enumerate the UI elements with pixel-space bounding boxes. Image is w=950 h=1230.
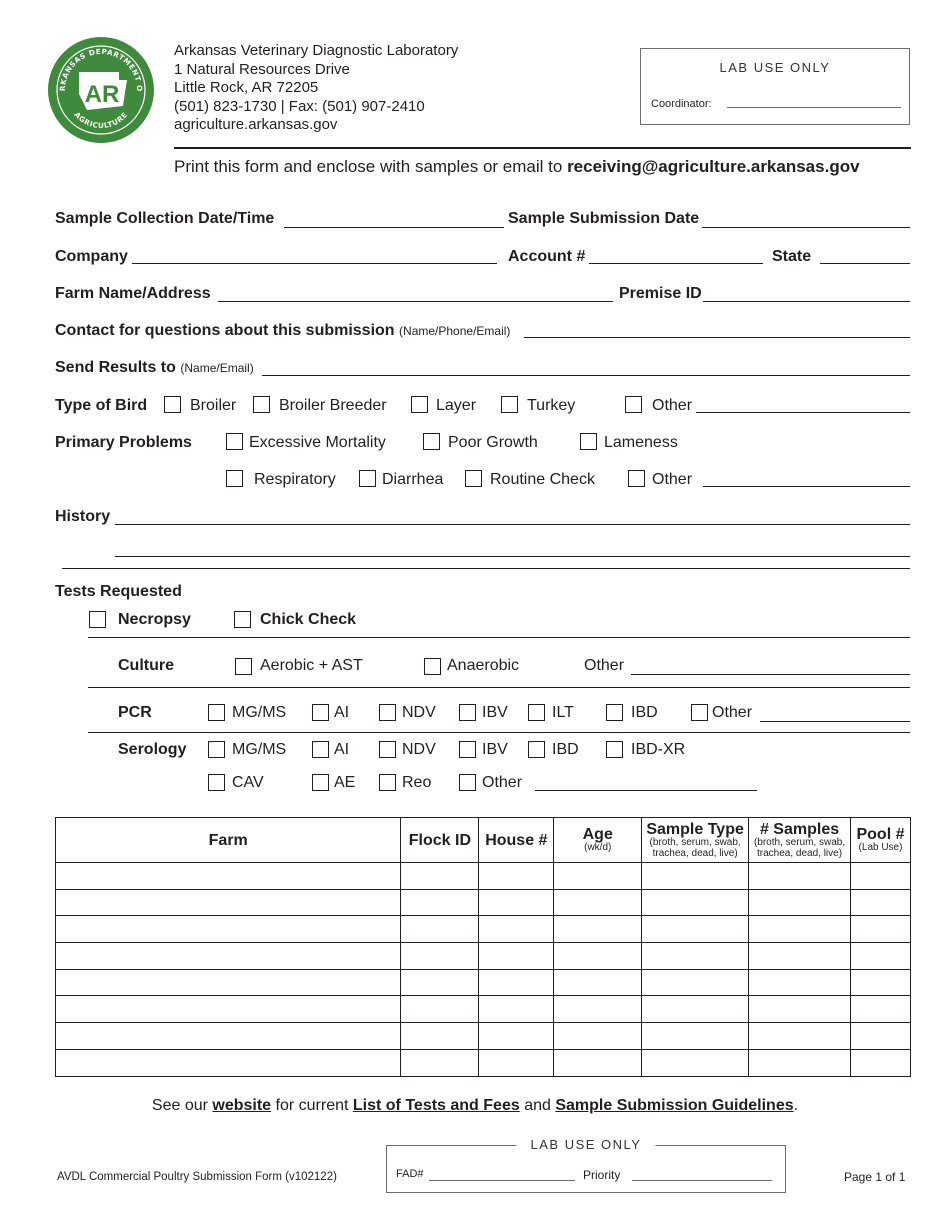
- account-field[interactable]: [589, 263, 763, 264]
- table-cell[interactable]: [642, 863, 749, 890]
- table-cell[interactable]: [749, 996, 851, 1023]
- table-row: [56, 1023, 911, 1050]
- serology-other-checkbox[interactable]: [459, 774, 476, 791]
- table-cell[interactable]: [642, 996, 749, 1023]
- bird-other-field[interactable]: [696, 412, 910, 413]
- problem-other-field[interactable]: [703, 486, 910, 487]
- state-field[interactable]: [820, 263, 910, 264]
- table-cell[interactable]: [479, 1023, 554, 1050]
- necropsy-checkbox[interactable]: [89, 611, 106, 628]
- serology-ndv-checkbox[interactable]: [379, 741, 396, 758]
- table-cell[interactable]: [56, 916, 401, 943]
- turkey-checkbox[interactable]: [501, 396, 518, 413]
- submission-date-field[interactable]: [702, 227, 910, 228]
- aerobic-ast-label: Aerobic + AST: [260, 657, 363, 674]
- send-results-label-text: Send Results to: [55, 359, 176, 376]
- table-row: [56, 996, 911, 1023]
- serology-other-label: Other: [482, 774, 523, 791]
- pcr-mgms-checkbox[interactable]: [208, 704, 225, 721]
- serology-ndv-label: NDV: [402, 741, 436, 758]
- problem-other-label: Other: [652, 471, 693, 488]
- account-label: Account #: [508, 248, 586, 265]
- serology-ai-checkbox[interactable]: [312, 741, 329, 758]
- address-line: 1 Natural Resources Drive: [174, 60, 350, 78]
- table-cell[interactable]: [554, 1049, 642, 1076]
- col-header-num-samples: # Samples (broth, serum, swab, trachea, dead, live): [749, 818, 851, 863]
- table-cell[interactable]: [749, 969, 851, 996]
- table-cell[interactable]: [479, 996, 554, 1023]
- serology-reo-checkbox[interactable]: [379, 774, 396, 791]
- pcr-mgms-label: MG/MS: [232, 704, 287, 721]
- agriculture-seal-logo: [47, 36, 155, 144]
- lab-use-only-footer-title: LAB USE ONLY: [517, 1137, 656, 1152]
- premise-id-field[interactable]: [703, 301, 910, 302]
- table-cell[interactable]: [401, 916, 479, 943]
- table-cell[interactable]: [479, 863, 554, 890]
- coordinator-field[interactable]: [727, 107, 901, 108]
- pcr-other-checkbox[interactable]: [691, 704, 708, 721]
- routine-check-label: Routine Check: [490, 471, 595, 488]
- table-cell[interactable]: [642, 1023, 749, 1050]
- table-cell[interactable]: [479, 916, 554, 943]
- serology-ibd-xr-checkbox[interactable]: [606, 741, 623, 758]
- lab-use-only-box: [640, 48, 910, 125]
- table-row: [56, 1049, 911, 1076]
- serology-ibd-checkbox[interactable]: [528, 741, 545, 758]
- broiler-checkbox[interactable]: [164, 396, 181, 413]
- lameness-label: Lameness: [604, 434, 678, 451]
- diarrhea-label: Diarrhea: [382, 471, 444, 488]
- serology-ae-label: AE: [334, 774, 356, 791]
- pcr-ibd-checkbox[interactable]: [606, 704, 623, 721]
- tests-divider: [88, 637, 910, 638]
- history-field-line-2[interactable]: [115, 556, 910, 557]
- contact-field[interactable]: [524, 337, 910, 338]
- table-cell[interactable]: [642, 889, 749, 916]
- footer-links: See our website for current List of Tests and Fees and Sample Submission Guidelines.: [151, 1097, 799, 1114]
- collection-date-label: Sample Collection Date/Time: [55, 210, 275, 227]
- table-cell[interactable]: [56, 996, 401, 1023]
- col-header-house: House #: [479, 818, 554, 863]
- table-cell[interactable]: [401, 863, 479, 890]
- send-results-field[interactable]: [262, 375, 910, 376]
- lab-use-only-footer-box: [386, 1137, 786, 1193]
- fad-field[interactable]: [429, 1180, 575, 1181]
- pcr-ibv-label: IBV: [482, 704, 508, 721]
- broiler-label: Broiler: [190, 397, 237, 414]
- pcr-ilt-label: ILT: [552, 704, 574, 721]
- company-label: Company: [55, 248, 128, 265]
- broiler-breeder-label: Broiler Breeder: [279, 397, 387, 414]
- culture-other-label: Other: [584, 657, 625, 674]
- pcr-ndv-label: NDV: [402, 704, 436, 721]
- excessive-mortality-checkbox[interactable]: [226, 433, 243, 450]
- premise-id-label: Premise ID: [619, 285, 702, 302]
- table-cell[interactable]: [56, 1049, 401, 1076]
- diarrhea-checkbox[interactable]: [359, 470, 376, 487]
- serology-ibv-checkbox[interactable]: [459, 741, 476, 758]
- company-field[interactable]: [132, 263, 497, 264]
- chick-check-label: Chick Check: [260, 611, 357, 628]
- poor-growth-label: Poor Growth: [448, 434, 538, 451]
- table-cell[interactable]: [554, 996, 642, 1023]
- table-cell[interactable]: [401, 1023, 479, 1050]
- serology-ae-checkbox[interactable]: [312, 774, 329, 791]
- table-cell[interactable]: [56, 1023, 401, 1050]
- history-label: History: [55, 508, 111, 525]
- fad-label: FAD#: [396, 1168, 424, 1180]
- lab-address: [174, 42, 458, 135]
- aerobic-ast-checkbox[interactable]: [235, 658, 252, 675]
- serology-cav-label: CAV: [232, 774, 264, 791]
- table-cell[interactable]: [851, 916, 911, 943]
- website-link[interactable]: website: [212, 1097, 272, 1114]
- table-cell[interactable]: [401, 889, 479, 916]
- anaerobic-checkbox[interactable]: [424, 658, 441, 675]
- col-header-flock-id: Flock ID: [401, 818, 479, 863]
- table-cell[interactable]: [554, 916, 642, 943]
- farm-name-label: Farm Name/Address: [55, 285, 211, 302]
- table-cell[interactable]: [642, 1049, 749, 1076]
- respiratory-checkbox[interactable]: [226, 470, 243, 487]
- sample-table: [55, 817, 911, 1077]
- table-cell[interactable]: [56, 943, 401, 970]
- culture-label: Culture: [118, 657, 174, 674]
- pcr-ndv-checkbox[interactable]: [379, 704, 396, 721]
- table-row: [56, 943, 911, 970]
- culture-other-field[interactable]: [631, 674, 910, 675]
- table-cell[interactable]: [851, 943, 911, 970]
- svg-text:AGRICULTURE: AGRICULTURE: [72, 110, 130, 131]
- priority-field[interactable]: [632, 1180, 772, 1181]
- form-name: AVDL Commercial Poultry Submission Form (v102122): [57, 1171, 337, 1183]
- chick-check-checkbox[interactable]: [234, 611, 251, 628]
- address-line: Little Rock, AR 72205: [174, 79, 319, 97]
- send-results-label: [55, 359, 254, 377]
- table-cell[interactable]: [479, 969, 554, 996]
- respiratory-label: Respiratory: [254, 471, 336, 488]
- table-cell[interactable]: [479, 1049, 554, 1076]
- problem-other-checkbox[interactable]: [628, 470, 645, 487]
- address-line: (501) 823-1730 | Fax: (501) 907-2410: [174, 97, 425, 115]
- serology-label: Serology: [118, 741, 187, 758]
- layer-label: Layer: [436, 397, 477, 414]
- pcr-other-label: Other: [712, 704, 753, 721]
- table-row: [56, 916, 911, 943]
- table-cell[interactable]: [56, 863, 401, 890]
- table-cell[interactable]: [851, 863, 911, 890]
- table-cell[interactable]: [554, 943, 642, 970]
- table-cell[interactable]: [749, 916, 851, 943]
- pcr-ai-label: AI: [334, 704, 350, 721]
- pcr-other-field[interactable]: [760, 721, 910, 722]
- instructions-text: Print this form and enclose with samples or email to: [174, 157, 568, 176]
- serology-mgms-label: MG/MS: [232, 741, 287, 758]
- poor-growth-checkbox[interactable]: [423, 433, 440, 450]
- col-header-age: Age (wk/d): [554, 818, 642, 863]
- serology-cav-checkbox[interactable]: [208, 774, 225, 791]
- serology-other-field[interactable]: [535, 790, 757, 791]
- broiler-breeder-checkbox[interactable]: [253, 396, 270, 413]
- pcr-ilt-checkbox[interactable]: [528, 704, 545, 721]
- table-cell[interactable]: [642, 969, 749, 996]
- table-cell[interactable]: [749, 889, 851, 916]
- tests-divider: [88, 687, 910, 688]
- table-header-row: [56, 818, 911, 863]
- send-results-hint: (Name/Email): [180, 361, 254, 375]
- excessive-mortality-label: Excessive Mortality: [249, 434, 386, 451]
- history-field-line-1[interactable]: [115, 524, 910, 525]
- contact-label: [55, 322, 510, 340]
- address-line: Arkansas Veterinary Diagnostic Laboratory: [174, 42, 459, 59]
- table-cell[interactable]: [401, 943, 479, 970]
- bird-other-label: Other: [652, 397, 693, 414]
- bird-type-label: Type of Bird: [55, 397, 148, 414]
- svg-text:AR: AR: [84, 81, 120, 108]
- table-cell[interactable]: [642, 943, 749, 970]
- table-cell[interactable]: [401, 996, 479, 1023]
- tests-fees-link[interactable]: List of Tests and Fees: [352, 1097, 520, 1114]
- serology-ibd-xr-label: IBD-XR: [631, 741, 686, 758]
- table-cell[interactable]: [642, 916, 749, 943]
- serology-ibd-label: IBD: [552, 741, 579, 758]
- serology-mgms-checkbox[interactable]: [208, 741, 225, 758]
- table-cell[interactable]: [851, 1023, 911, 1050]
- tests-divider: [88, 732, 910, 733]
- table-cell[interactable]: [554, 1023, 642, 1050]
- anaerobic-label: Anaerobic: [447, 657, 520, 674]
- col-header-pool: Pool # (Lab Use): [851, 818, 911, 863]
- page-number: Page 1 of 1: [844, 1170, 906, 1184]
- bird-other-checkbox[interactable]: [625, 396, 642, 413]
- pcr-ibd-label: IBD: [631, 704, 658, 721]
- header-divider: [174, 147, 911, 149]
- contact-hint: (Name/Phone/Email): [399, 324, 511, 338]
- table-cell[interactable]: [749, 1023, 851, 1050]
- table-cell[interactable]: [554, 863, 642, 890]
- routine-check-checkbox[interactable]: [465, 470, 482, 487]
- submission-email: receiving@agriculture.arkansas.gov: [567, 157, 860, 176]
- table-row: [56, 863, 911, 890]
- table-cell[interactable]: [401, 1049, 479, 1076]
- table-cell[interactable]: [851, 1049, 911, 1076]
- farm-name-field[interactable]: [218, 301, 613, 302]
- priority-label: Priority: [583, 1168, 621, 1182]
- col-header-sample-type: Sample Type (broth, serum, swab, trachea, dead, live): [642, 818, 749, 863]
- layer-checkbox[interactable]: [411, 396, 428, 413]
- lab-use-only-title: LAB USE ONLY: [719, 60, 831, 75]
- table-cell[interactable]: [479, 889, 554, 916]
- lameness-checkbox[interactable]: [580, 433, 597, 450]
- contact-label-text: Contact for questions about this submission: [55, 322, 395, 339]
- state-label: State: [772, 248, 812, 265]
- serology-reo-label: Reo: [402, 774, 432, 791]
- table-cell[interactable]: [851, 889, 911, 916]
- guidelines-link[interactable]: Sample Submission Guidelines: [555, 1097, 794, 1114]
- serology-ibv-label: IBV: [482, 741, 508, 758]
- table-cell[interactable]: [749, 863, 851, 890]
- pcr-ibv-checkbox[interactable]: [459, 704, 476, 721]
- table-cell[interactable]: [554, 969, 642, 996]
- table-cell[interactable]: [749, 943, 851, 970]
- table-row: [56, 889, 911, 916]
- col-header-farm: Farm: [56, 818, 401, 863]
- instructions: [174, 157, 860, 177]
- primary-problems-label: Primary Problems: [55, 434, 192, 451]
- table-cell[interactable]: [749, 1049, 851, 1076]
- table-row: [56, 969, 911, 996]
- table-cell[interactable]: [479, 943, 554, 970]
- necropsy-label: Necropsy: [118, 611, 191, 628]
- collection-date-field[interactable]: [284, 227, 504, 228]
- tests-requested-label: Tests Requested: [55, 583, 182, 600]
- section-divider: [62, 568, 910, 569]
- submission-date-label: Sample Submission Date: [508, 210, 700, 227]
- table-cell[interactable]: [851, 969, 911, 996]
- address-line: agriculture.arkansas.gov: [174, 116, 338, 134]
- table-cell[interactable]: [56, 969, 401, 996]
- svg-text:ARKANSAS DEPARTMENT OF: RKANSAS DEPARTMENT O: [57, 46, 145, 92]
- table-cell[interactable]: [554, 889, 642, 916]
- pcr-ai-checkbox[interactable]: [312, 704, 329, 721]
- coordinator-label: Coordinator:: [651, 98, 712, 110]
- turkey-label: Turkey: [527, 397, 576, 414]
- table-cell[interactable]: [851, 996, 911, 1023]
- pcr-label: PCR: [118, 704, 152, 721]
- table-cell[interactable]: [401, 969, 479, 996]
- serology-ai-label: AI: [334, 741, 350, 758]
- table-cell[interactable]: [56, 889, 401, 916]
